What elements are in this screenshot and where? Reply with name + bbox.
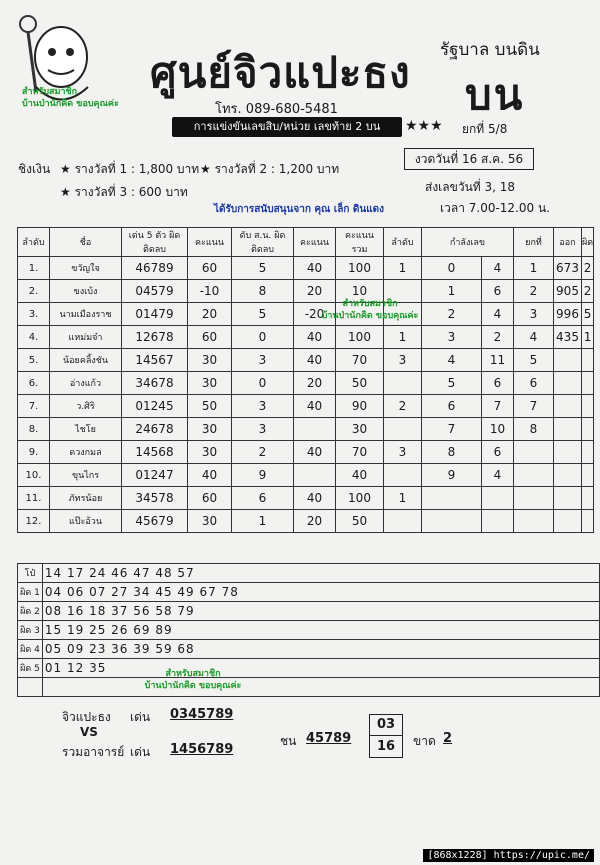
table-cell — [582, 349, 594, 372]
table-cell: 6 — [232, 487, 294, 510]
table-header-cell: ผิด — [582, 228, 594, 257]
table-cell: 6 — [482, 280, 514, 303]
table-cell: 2 — [582, 257, 594, 280]
table-cell: 4 — [482, 303, 514, 326]
table-cell: 34678 — [122, 372, 188, 395]
table-cell: ขงเบ้ง — [50, 280, 122, 303]
player2-play-label: เด่น — [130, 745, 151, 759]
table-cell: 435 — [554, 326, 582, 349]
score-fraction-box — [369, 714, 403, 758]
table-cell: ขุนไกร — [50, 464, 122, 487]
table-cell: 1. — [18, 257, 50, 280]
table-cell: 3. — [18, 303, 50, 326]
table-cell: 6 — [482, 441, 514, 464]
table-cell: 1 — [384, 487, 422, 510]
table-cell: 40 — [294, 395, 336, 418]
prize-2-text: รางวัลที่ 2 : 1,200 บาท — [214, 162, 340, 176]
table-row — [18, 349, 594, 372]
table-cell — [582, 510, 594, 533]
table-header-cell: ลำดับ — [384, 228, 422, 257]
stars-rating: ★★★ — [405, 118, 443, 134]
table-cell: 50 — [336, 372, 384, 395]
table-cell — [514, 464, 554, 487]
table-cell: -20 — [294, 303, 336, 326]
table-cell — [582, 395, 594, 418]
table-cell: 1 — [232, 510, 294, 533]
table-cell: 5 — [232, 303, 294, 326]
draw-row — [18, 602, 600, 621]
table-cell — [482, 510, 514, 533]
table-cell — [582, 372, 594, 395]
table-cell: 3 — [384, 349, 422, 372]
table-cell: 0 — [422, 257, 482, 280]
table-cell: 60 — [188, 487, 232, 510]
star-icon: ★ — [60, 162, 75, 176]
table-cell: 70 — [336, 441, 384, 464]
prize-1 — [60, 160, 199, 179]
table-cell: 11. — [18, 487, 50, 510]
table-cell: 45679 — [122, 510, 188, 533]
table-cell: แป๊ะอ้วน — [50, 510, 122, 533]
table-cell: 01479 — [122, 303, 188, 326]
table-cell: 2 — [384, 395, 422, 418]
draw-row — [18, 640, 600, 659]
table-header-cell: คะแนน รวม — [336, 228, 384, 257]
time-range: เวลา 7.00-12.00 น. — [440, 201, 550, 215]
table-row — [18, 418, 594, 441]
table-cell: 1 — [422, 280, 482, 303]
table-cell: 7 — [482, 395, 514, 418]
table-cell: 9 — [422, 464, 482, 487]
table-cell: 14568 — [122, 441, 188, 464]
table-row — [18, 395, 594, 418]
send-date: ส่งเลขวันที่ 3, 18 — [425, 180, 516, 194]
table-cell: 4. — [18, 326, 50, 349]
table-cell: 50 — [336, 510, 384, 533]
table-cell: 01247 — [122, 464, 188, 487]
table-cell: 3 — [232, 395, 294, 418]
table-cell: 9. — [18, 441, 50, 464]
table-cell: 40 — [294, 257, 336, 280]
table-cell: 30 — [188, 510, 232, 533]
prize-3 — [60, 183, 188, 202]
table-cell: 90 — [336, 395, 384, 418]
draw-label — [18, 678, 43, 697]
table-cell: 30 — [188, 418, 232, 441]
table-cell — [582, 464, 594, 487]
table-cell: 40 — [294, 326, 336, 349]
table-cell: 1 — [384, 326, 422, 349]
table-row — [18, 510, 594, 533]
table-cell: 6 — [422, 395, 482, 418]
logo-stamp-line1: สำหรับสมาชิก — [22, 87, 78, 97]
table-cell: 3 — [422, 326, 482, 349]
draw-row — [18, 583, 600, 602]
draw-row — [18, 564, 600, 583]
table-cell: 8 — [232, 280, 294, 303]
lose-label: ขาด — [413, 734, 436, 748]
table-header-cell: คะแนน — [294, 228, 336, 257]
competition-banner: การแข่งขันเลขสิบ/หน่วย เลขท้าย 2 บน — [172, 117, 402, 137]
table-cell: 2 — [422, 303, 482, 326]
table-cell: 8 — [514, 418, 554, 441]
table-cell: 100 — [336, 326, 384, 349]
table-cell: 40 — [294, 487, 336, 510]
table-cell: 4 — [482, 464, 514, 487]
prize-2 — [200, 160, 339, 179]
table-cell: นามเมืองราช — [50, 303, 122, 326]
table-cell: 2. — [18, 280, 50, 303]
table-cell: 2 — [582, 280, 594, 303]
table-cell: ดวงกมล — [50, 441, 122, 464]
table-cell: ว.ศิริ — [50, 395, 122, 418]
table-header-cell: ดับ ส.น. ผิดติดลบ — [232, 228, 294, 257]
table-cell — [582, 441, 594, 464]
table-cell: 9 — [232, 464, 294, 487]
table-cell: ขวัญใจ — [50, 257, 122, 280]
table-cell: 100 — [336, 487, 384, 510]
table-cell: 24678 — [122, 418, 188, 441]
watermark: [868x1228] https://upic.me/ — [423, 849, 594, 862]
government-label: รัฐบาล บนดิน — [440, 40, 540, 60]
draw-row — [18, 659, 600, 678]
table-cell: 20 — [188, 303, 232, 326]
table-cell: 7 — [422, 418, 482, 441]
table-row — [18, 280, 594, 303]
table-row — [18, 487, 594, 510]
score-table — [17, 227, 594, 533]
table-cell — [384, 464, 422, 487]
table-cell: ไชโย — [50, 418, 122, 441]
table-cell: 6 — [514, 372, 554, 395]
phone-number: โทร. 089-680-5481 — [215, 102, 338, 117]
table-cell: 1 — [384, 257, 422, 280]
draw-row — [18, 621, 600, 640]
sponsor-note: ได้รับการสนับสนุนจาก คุณ เล็ก ดินแดง — [214, 204, 385, 215]
table-header-cell: ยกที่ — [514, 228, 554, 257]
table-cell — [554, 395, 582, 418]
draw-label: ผิด 5 — [18, 659, 43, 678]
table-cell: 40 — [188, 464, 232, 487]
draw-values — [42, 678, 599, 697]
table-cell: 11 — [482, 349, 514, 372]
table-header-cell: คะแนน — [188, 228, 232, 257]
table-cell: 5. — [18, 349, 50, 372]
table-cell: 7 — [514, 395, 554, 418]
fraction-bottom: 16 — [376, 739, 396, 754]
table-row — [18, 441, 594, 464]
vs-label: VS — [80, 725, 98, 739]
star-icon: ★ — [60, 185, 75, 199]
table-cell: 10. — [18, 464, 50, 487]
table-row — [18, 326, 594, 349]
table-cell — [482, 487, 514, 510]
table-row — [18, 303, 594, 326]
table-cell: 5 — [514, 349, 554, 372]
table-cell — [554, 510, 582, 533]
table-cell: 10 — [482, 418, 514, 441]
table-cell — [514, 487, 554, 510]
table-row — [18, 257, 594, 280]
table-cell: 3 — [514, 303, 554, 326]
table-header-cell: ออก — [554, 228, 582, 257]
table-cell: อ่างแก้ว — [50, 372, 122, 395]
table-cell: 4 — [422, 349, 482, 372]
player2-name: รวมอาจารย์ — [62, 745, 125, 759]
table-cell: 40 — [336, 464, 384, 487]
table-cell: 50 — [188, 395, 232, 418]
draw-results-table — [17, 563, 600, 697]
table-cell: 34578 — [122, 487, 188, 510]
table-header-cell: เด่น 5 ตัว ผิดติดลบ — [122, 228, 188, 257]
table-cell: 12678 — [122, 326, 188, 349]
table-cell: 2 — [514, 280, 554, 303]
draw-values: 04 06 07 27 34 45 49 67 78 — [42, 583, 599, 602]
table-cell: 30 — [188, 372, 232, 395]
prize-1-text: รางวัลที่ 1 : 1,800 บาท — [74, 162, 200, 176]
mid-stamp — [310, 298, 430, 322]
player1-play-label: เด่น — [130, 710, 151, 724]
table-cell: 10 — [336, 280, 384, 303]
upper-label: บน — [465, 70, 525, 119]
table-cell: 1 — [582, 326, 594, 349]
table-cell: 8 — [422, 441, 482, 464]
table-cell: 30 — [336, 418, 384, 441]
table-cell: 70 — [336, 349, 384, 372]
prize-3-text: รางวัลที่ 3 : 600 บาท — [74, 185, 188, 199]
logo-stamp — [22, 86, 119, 110]
table-header-row — [18, 228, 594, 257]
table-cell — [384, 510, 422, 533]
table-cell: 2 — [232, 441, 294, 464]
table-cell: 100 — [336, 257, 384, 280]
player1-number: 0345789 — [170, 707, 234, 722]
table-cell: 20 — [294, 280, 336, 303]
table-cell — [294, 418, 336, 441]
mid-stamp-line2: บ้านป่านักคิด ขอบคุณค่ะ — [321, 311, 419, 321]
table-cell — [554, 418, 582, 441]
table-cell: 4 — [482, 257, 514, 280]
table-cell — [514, 510, 554, 533]
table-cell — [582, 487, 594, 510]
draw-label: ผิด 3 — [18, 621, 43, 640]
table-cell: 5 — [422, 372, 482, 395]
table-cell: ภัทรน้อย — [50, 487, 122, 510]
table-cell: 5 — [232, 257, 294, 280]
draw-values: 15 19 25 26 69 89 — [42, 621, 599, 640]
table-cell: น้อยคลิ้งชัน — [50, 349, 122, 372]
table-cell: 905 — [554, 280, 582, 303]
draw-label: ผิด 1 — [18, 583, 43, 602]
table-cell — [554, 464, 582, 487]
table-cell: 8. — [18, 418, 50, 441]
draw-values: 08 16 18 37 56 58 79 — [42, 602, 599, 621]
win-number: 45789 — [306, 731, 352, 746]
table-cell: 3 — [232, 349, 294, 372]
table-cell: 6. — [18, 372, 50, 395]
round-label: ยกที่ 5/8 — [462, 122, 508, 136]
table-cell: 2 — [482, 326, 514, 349]
table-cell — [384, 372, 422, 395]
draw-values: 01 12 35 — [42, 659, 599, 678]
table-cell: -10 — [188, 280, 232, 303]
table-cell: 0 — [232, 326, 294, 349]
win-label: ชน — [280, 734, 297, 748]
page-title: ศูนย์จิวแปะธง — [150, 48, 411, 97]
table-cell — [422, 487, 482, 510]
table-cell: 46789 — [122, 257, 188, 280]
table-cell: 6 — [482, 372, 514, 395]
table-header-cell: ลำดับ — [18, 228, 50, 257]
table-cell — [554, 487, 582, 510]
table-cell: 14567 — [122, 349, 188, 372]
table-cell: 12. — [18, 510, 50, 533]
table-row — [18, 372, 594, 395]
table-cell: 0 — [232, 372, 294, 395]
table-cell: 7. — [18, 395, 50, 418]
table-cell: 30 — [188, 441, 232, 464]
player1-name: จิวแปะธง — [62, 710, 111, 724]
table-cell — [294, 464, 336, 487]
table-cell: 60 — [188, 257, 232, 280]
table-cell — [582, 418, 594, 441]
draw-values: 05 09 23 36 39 59 68 — [42, 640, 599, 659]
player2-number: 1456789 — [170, 742, 234, 757]
table-cell: 30 — [188, 349, 232, 372]
table-cell: 01245 — [122, 395, 188, 418]
lose-value: 2 — [443, 731, 453, 746]
logo-stamp-line2: บ้านป่านักคิด ขอบคุณค่ะ — [22, 99, 119, 109]
fraction-top: 03 — [370, 715, 402, 736]
prize-title: ชิงเงิน — [18, 162, 51, 176]
table-cell — [554, 372, 582, 395]
star-icon: ★ — [200, 162, 215, 176]
table-cell: 996 — [554, 303, 582, 326]
draw-label: ผิด 4 — [18, 640, 43, 659]
table-cell: 4 — [514, 326, 554, 349]
table-cell: 20 — [294, 510, 336, 533]
draw-row — [18, 678, 600, 697]
table-cell: 60 — [188, 326, 232, 349]
table-cell: 5 — [582, 303, 594, 326]
draw-values: 14 17 24 46 47 48 57 — [42, 564, 599, 583]
table-cell: 1 — [514, 257, 554, 280]
table-cell: 04579 — [122, 280, 188, 303]
table-cell — [554, 441, 582, 464]
table-cell: 3 — [384, 441, 422, 464]
table-cell — [422, 510, 482, 533]
mid-stamp-line1: สำหรับสมาชิก — [342, 299, 398, 309]
table-header-cell: ชื่อ — [50, 228, 122, 257]
table-cell: 20 — [294, 372, 336, 395]
draw-label: โป๋ — [18, 564, 43, 583]
table-cell: 40 — [294, 349, 336, 372]
draw-label: ผิด 2 — [18, 602, 43, 621]
table-cell: 673 — [554, 257, 582, 280]
table-row — [18, 464, 594, 487]
bottom-stamp-line2: บ้านป่านักคิด ขอบคุณค่ะ — [144, 681, 242, 691]
table-cell — [514, 441, 554, 464]
table-cell: 40 — [294, 441, 336, 464]
table-cell: แหม่มจ๋า — [50, 326, 122, 349]
table-header-cell: กำลังเลข — [422, 228, 514, 257]
bottom-stamp-line1: สำหรับสมาชิก — [165, 669, 221, 679]
table-cell — [384, 418, 422, 441]
table-cell: 3 — [232, 418, 294, 441]
table-cell — [554, 349, 582, 372]
bottom-stamp — [128, 668, 258, 692]
draw-date-box: งวดวันที่ 16 ส.ค. 56 — [404, 148, 534, 170]
